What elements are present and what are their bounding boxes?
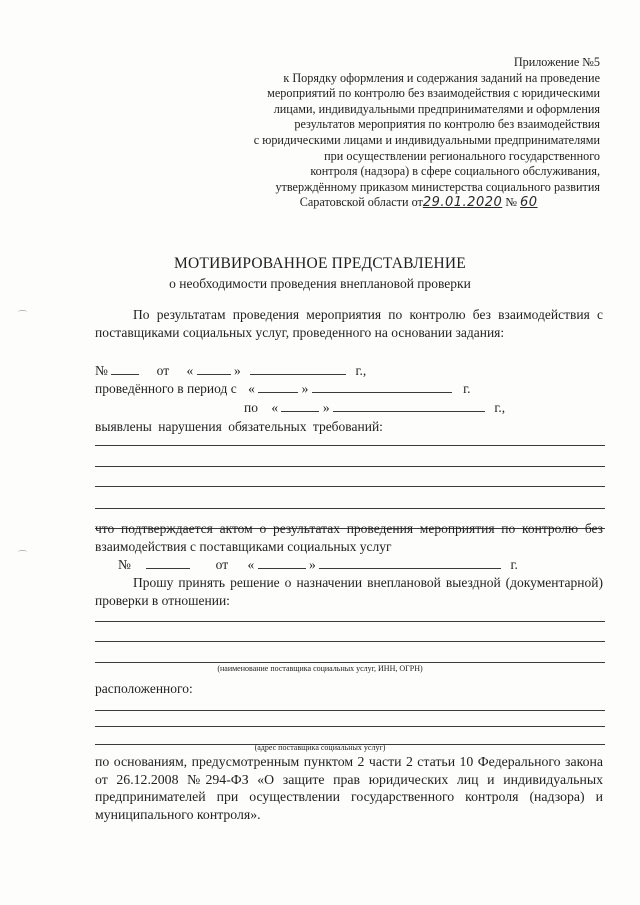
act-number-field[interactable] bbox=[146, 556, 190, 569]
provider-caption: (наименование поставщика социальных услуг, ИНН, ОГРН) bbox=[217, 664, 423, 673]
handwritten-number: 60 bbox=[520, 195, 538, 211]
period-to-day-field[interactable] bbox=[281, 399, 319, 412]
quote-close: » bbox=[234, 363, 241, 378]
period-to-month-field[interactable] bbox=[333, 399, 485, 412]
quote-open: « bbox=[247, 557, 255, 572]
year-label: г., bbox=[494, 400, 506, 415]
provider-line[interactable] bbox=[95, 641, 605, 642]
header-line: Приложение №5 bbox=[513, 55, 600, 69]
violations-line[interactable] bbox=[95, 486, 605, 487]
header-line: лицами, индивидуальными предпринимателями и оформления bbox=[273, 101, 600, 116]
act-month-field[interactable] bbox=[319, 556, 501, 569]
address-line[interactable] bbox=[95, 710, 605, 711]
handwritten-date: 29.01.2020 bbox=[422, 195, 503, 211]
header-line: контроля (надзора) в сфере социального обслуживания, bbox=[310, 164, 600, 179]
violations-label: выявлены нарушения обязательных требований: bbox=[95, 419, 383, 434]
period-to-row bbox=[244, 399, 505, 416]
number-sign: № bbox=[118, 557, 131, 572]
from-label: от bbox=[215, 557, 229, 572]
punch-mark: ⌒ bbox=[18, 550, 28, 560]
header-line: утверждённому приказом министерства социального развития bbox=[275, 179, 600, 194]
paragraph-results: По результатам проведения мероприятия по контролю без взаимодействия с поставщиками социальных услуг, проведенного на основании задания: bbox=[95, 307, 603, 340]
header-line: при осуществлении регионального государственного bbox=[324, 148, 600, 163]
header-line: результатов мероприятия по контролю без взаимодействия bbox=[294, 117, 600, 132]
appendix-header bbox=[230, 55, 600, 211]
located-label: расположенного: bbox=[95, 681, 193, 696]
quote-close: » bbox=[301, 381, 309, 396]
period-from-month-field[interactable] bbox=[312, 380, 452, 393]
task-number-field[interactable] bbox=[111, 362, 139, 375]
quote-close: » bbox=[309, 557, 316, 572]
quote-open: « bbox=[186, 363, 194, 378]
header-line: с юридическими лицами и индивидуальными предпринимателями bbox=[253, 132, 600, 147]
header-line: к Порядку оформления и содержания заданий на проведение bbox=[283, 70, 600, 85]
document-subtitle: о необходимости проведения внеплановой проверки bbox=[169, 276, 471, 291]
document-title: МОТИВИРОВАННОЕ ПРЕДСТАВЛЕНИЕ bbox=[174, 255, 466, 272]
number-label: № bbox=[505, 195, 517, 210]
from-label: от bbox=[156, 363, 170, 378]
paragraph-legal-basis: по основаниям, предусмотренным пунктом 2 части 2 статьи 10 Федерального закона от 26.12.2008 №294-ФЗ «О защите прав юридических лиц и индивидуальных предпринимателей при осуществлении государственного контроля (надзора) и муниципального контроля». bbox=[95, 754, 603, 822]
address-line[interactable] bbox=[95, 726, 605, 727]
number-sign: № bbox=[95, 363, 108, 378]
quote-close: » bbox=[322, 400, 330, 415]
provider-line[interactable] bbox=[95, 662, 605, 663]
act-day-field[interactable] bbox=[258, 556, 306, 569]
violations-line[interactable] bbox=[95, 445, 605, 446]
act-number-row bbox=[118, 556, 518, 573]
address-caption: (адрес поставщика социальных услуг) bbox=[254, 743, 386, 752]
header-line: мероприятий по контролю без взаимодействия с юридическими bbox=[267, 86, 600, 101]
header-prefix: Саратовской области от bbox=[299, 195, 423, 210]
period-from-day-field[interactable] bbox=[258, 380, 298, 393]
year-label: г. bbox=[510, 557, 518, 572]
punch-mark: ⌒ bbox=[18, 310, 28, 320]
year-label: г. bbox=[463, 381, 471, 396]
quote-open: « bbox=[271, 400, 279, 415]
task-day-field[interactable] bbox=[197, 362, 231, 375]
period-to-label: по bbox=[244, 400, 258, 415]
task-number-row bbox=[95, 362, 366, 379]
violations-line[interactable] bbox=[95, 466, 605, 467]
period-from-row bbox=[95, 380, 471, 397]
year-label: г., bbox=[355, 363, 367, 378]
period-from-label: проведённого в период с bbox=[95, 381, 237, 396]
violations-line[interactable] bbox=[95, 508, 605, 509]
paragraph-act: что подтверждается актом о результатах проведения мероприятия по контролю без взаимодействия с поставщиками социальных услуг bbox=[95, 521, 603, 554]
provider-line[interactable] bbox=[95, 621, 605, 622]
header-last-line bbox=[230, 195, 600, 211]
paragraph-request: Прошу принять решение о назначении внеплановой выездной (документарной) проверки в отношении: bbox=[95, 575, 603, 608]
task-month-field[interactable] bbox=[250, 362, 346, 375]
quote-open: « bbox=[248, 381, 255, 396]
